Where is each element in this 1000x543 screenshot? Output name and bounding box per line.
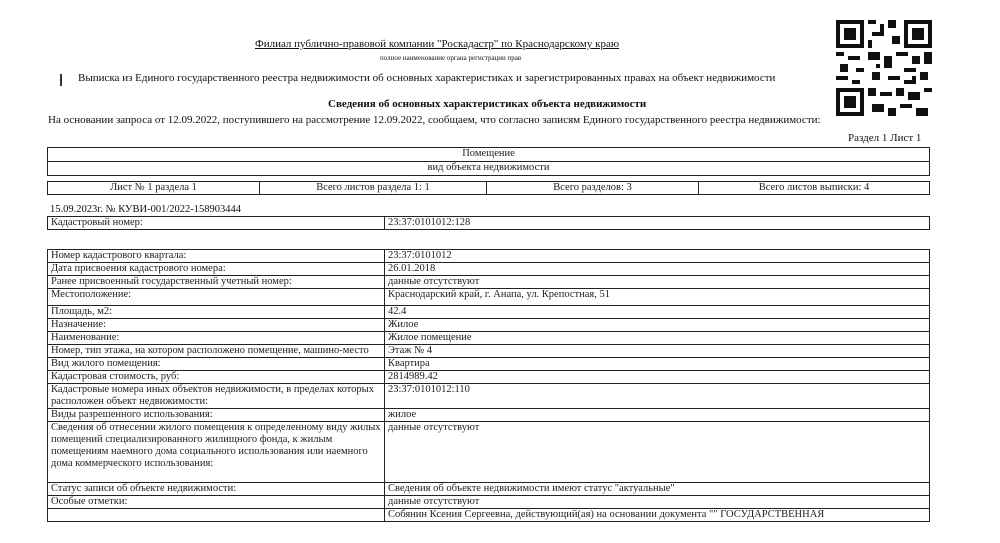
row-label: Особые отметки:: [48, 496, 385, 509]
table-row: [48, 263, 930, 276]
registry-office-caption: полное наименование органа регистрации прав: [380, 54, 522, 62]
row-label: Дата присвоения кадастрового номера:: [48, 263, 385, 276]
row-value: 23:37:0101012: [385, 250, 930, 263]
table-row: [48, 496, 930, 509]
total-sections: Всего разделов: 3: [487, 182, 699, 195]
request-basis: На основании запроса от 12.09.2022, поступившего на рассмотрение 12.09.2022, сообщаем, что согласно записям Единого государственного реестра недвижимости:: [48, 114, 821, 126]
table-row: [48, 332, 930, 345]
row-value: Жилое: [385, 319, 930, 332]
section-sheet: Раздел 1 Лист 1: [848, 132, 922, 144]
row-value: Краснодарский край, г. Анапа, ул. Крепостная, 51: [385, 289, 930, 306]
table-row: [48, 289, 930, 306]
characteristics-table: [47, 249, 930, 522]
row-value: Этаж № 4: [385, 345, 930, 358]
row-value: данные отсутствуют: [385, 422, 930, 483]
row-label: Наименование:: [48, 332, 385, 345]
record-date-number: 15.09.2023г. № КУВИ-001/2022-158903444: [50, 204, 241, 215]
row-value: 23:37:0101012:110: [385, 384, 930, 409]
table-row: [48, 422, 930, 483]
table-row: [48, 483, 930, 496]
object-type: Помещение: [48, 148, 930, 162]
cadastral-number-table: [47, 216, 930, 230]
object-type-table: [47, 147, 930, 176]
row-value: 26.01.2018: [385, 263, 930, 276]
sheet-number: Лист № 1 раздела 1: [48, 182, 260, 195]
row-value: Собянин Ксения Сергеевна, действующий(ая) на основании документа "" ГОСУДАРСТВЕННАЯ: [385, 509, 930, 522]
row-value: 2814989.42: [385, 371, 930, 384]
row-value: жилое: [385, 409, 930, 422]
row-label: Статус записи об объекте недвижимости:: [48, 483, 385, 496]
row-value: данные отсутствуют: [385, 496, 930, 509]
total-sheets: Всего листов выписки: 4: [699, 182, 930, 195]
table-row: [48, 250, 930, 263]
row-value: Жилое помещение: [385, 332, 930, 345]
cadastral-number-label: Кадастровый номер:: [48, 217, 385, 230]
row-label: Сведения об отнесении жилого помещения к определенному виду жилых помещений специализированного жилищного фонда, к жилым помещениям наемного дома социального использования или наемного дома коммерческого использования:: [48, 422, 385, 483]
row-label: Номер кадастрового квартала:: [48, 250, 385, 263]
row-value: 42.4: [385, 306, 930, 319]
table-row: [48, 319, 930, 332]
row-label: [48, 509, 385, 522]
table-row: [48, 306, 930, 319]
table-row: [48, 371, 930, 384]
row-value: Квартира: [385, 358, 930, 371]
sheets-table: [47, 181, 930, 195]
total-sheets-section: Всего листов раздела 1: 1: [260, 182, 487, 195]
table-row: [48, 509, 930, 522]
table-row: [48, 358, 930, 371]
row-label: Виды разрешенного использования:: [48, 409, 385, 422]
qr-code-icon: [836, 20, 932, 116]
document-subtitle: Сведения об основных характеристиках объекта недвижимости: [328, 98, 647, 110]
document-title: Выписка из Единого государственного реестра недвижимости об основных характеристиках и зарегистрированных правах на объект недвижимости: [78, 72, 776, 84]
margin-mark: [60, 74, 62, 86]
row-value: данные отсутствуют: [385, 276, 930, 289]
table-row: [48, 384, 930, 409]
row-label: Номер, тип этажа, на котором расположено помещение, машино-место: [48, 345, 385, 358]
table-row: [48, 409, 930, 422]
row-label: Кадастровые номера иных объектов недвижимости, в пределах которых расположен объект недвижимости:: [48, 384, 385, 409]
row-label: Вид жилого помещения:: [48, 358, 385, 371]
row-label: Кадастровая стоимость, руб:: [48, 371, 385, 384]
table-row: [48, 345, 930, 358]
row-label: Площадь, м2:: [48, 306, 385, 319]
cadastral-number-value: 23:37:0101012:128: [385, 217, 930, 230]
row-label: Ранее присвоенный государственный учетный номер:: [48, 276, 385, 289]
registry-office-name: Филиал публично-правовой компании "Роскадастр" по Краснодарскому краю: [255, 38, 620, 50]
row-value: Сведения об объекте недвижимости имеют статус "актуальные": [385, 483, 930, 496]
table-row: [48, 276, 930, 289]
row-label: Назначение:: [48, 319, 385, 332]
row-label: Местоположение:: [48, 289, 385, 306]
object-type-caption: вид объекта недвижимости: [48, 162, 930, 176]
